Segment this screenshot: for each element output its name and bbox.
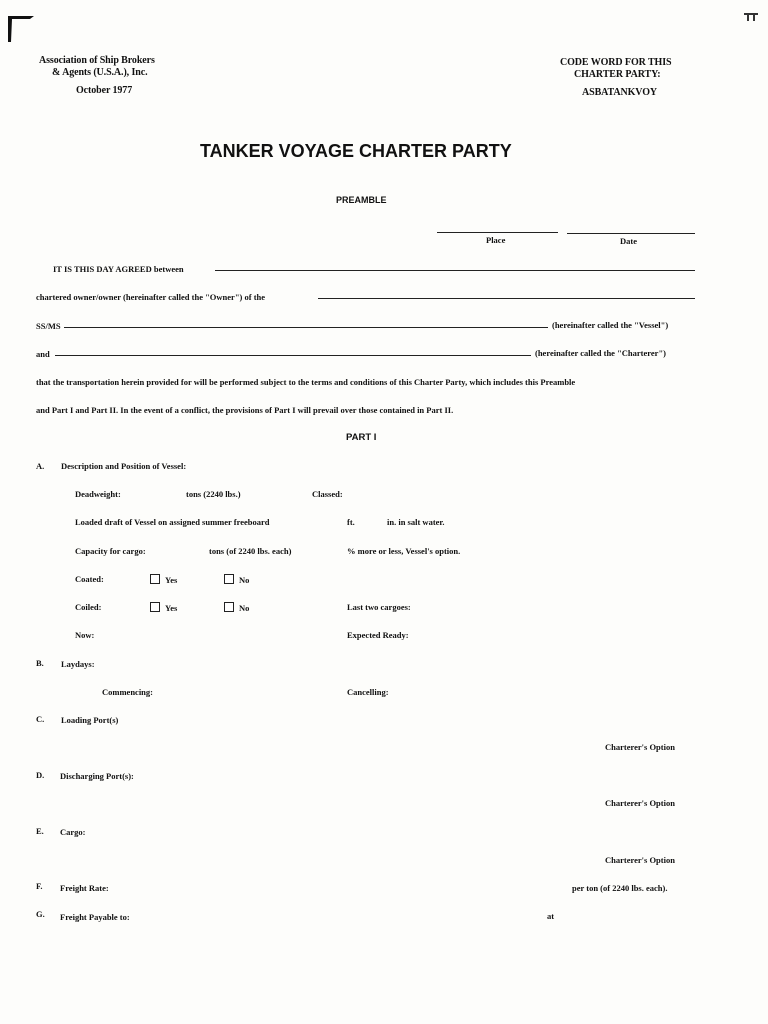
coated-yes-checkbox[interactable] bbox=[150, 574, 160, 584]
org-name-line2: & Agents (U.S.A.), Inc. bbox=[52, 67, 148, 78]
capacity-label: Capacity for cargo: bbox=[75, 546, 146, 556]
section-f-letter: F. bbox=[36, 881, 43, 891]
scan-corner-mark bbox=[6, 14, 36, 44]
section-b-letter: B. bbox=[36, 658, 44, 668]
loading-ports-label: Loading Port(s) bbox=[61, 715, 119, 725]
vessel-owner-field[interactable] bbox=[318, 298, 695, 299]
coiled-yes-option[interactable] bbox=[150, 602, 177, 613]
place-field-line[interactable] bbox=[437, 232, 558, 233]
agreed-between-label: IT IS THIS DAY AGREED between bbox=[53, 264, 184, 274]
ft-label: ft. bbox=[347, 517, 355, 527]
coiled-no-label: No bbox=[239, 603, 250, 613]
loading-charterers-option: Charterer's Option bbox=[605, 742, 675, 752]
org-name-line1: Association of Ship Brokers bbox=[39, 55, 155, 66]
coated-label: Coated: bbox=[75, 574, 104, 584]
at-label: at bbox=[547, 911, 555, 921]
coated-yes-label: Yes bbox=[165, 575, 178, 585]
agreed-between-field[interactable] bbox=[215, 270, 695, 271]
preamble-paragraph-line1: that the transportation herein provided for will be performed subject to the terms and conditions of this Charter Party, which includes this Preamble bbox=[36, 377, 576, 387]
section-g-letter: G. bbox=[36, 909, 45, 919]
section-e-letter: E. bbox=[36, 826, 44, 836]
ss-ms-label: SS/MS bbox=[36, 321, 61, 331]
code-word-line1: CODE WORD FOR THIS bbox=[560, 57, 672, 68]
coiled-label: Coiled: bbox=[75, 602, 102, 612]
cargo-charterers-option: Charterer's Option bbox=[605, 855, 675, 865]
coated-no-option[interactable] bbox=[224, 574, 249, 585]
charterer-field[interactable] bbox=[55, 355, 531, 356]
coated-no-label: No bbox=[239, 575, 250, 585]
document-title: TANKER VOYAGE CHARTER PARTY bbox=[200, 141, 512, 161]
vessel-name-field[interactable] bbox=[64, 327, 548, 328]
preamble-heading: PREAMBLE bbox=[336, 195, 387, 205]
owner-label: chartered owner/owner (hereinafter called the "Owner") of the bbox=[36, 292, 266, 302]
discharging-charterers-option: Charterer's Option bbox=[605, 798, 675, 808]
cancelling-label: Cancelling: bbox=[347, 687, 389, 697]
loaded-draft-label: Loaded draft of Vessel on assigned summer freeboard bbox=[75, 517, 270, 527]
section-d-letter: D. bbox=[36, 770, 45, 780]
section-a-label: Description and Position of Vessel: bbox=[61, 461, 187, 471]
classed-label: Classed: bbox=[312, 489, 343, 499]
cargo-label: Cargo: bbox=[60, 827, 86, 837]
place-label: Place bbox=[486, 235, 506, 245]
coiled-no-checkbox[interactable] bbox=[224, 602, 234, 612]
org-date: October 1977 bbox=[76, 85, 133, 96]
coiled-no-option[interactable] bbox=[224, 602, 249, 613]
deadweight-label: Deadweight: bbox=[75, 489, 121, 499]
per-ton-label: per ton (of 2240 lbs. each). bbox=[572, 883, 668, 893]
in-salt-water-label: in. in salt water. bbox=[387, 517, 445, 527]
laydays-label: Laydays: bbox=[61, 659, 95, 669]
coiled-yes-label: Yes bbox=[165, 603, 178, 613]
code-word: ASBATANKVOY bbox=[582, 87, 658, 98]
commencing-label: Commencing: bbox=[102, 687, 153, 697]
section-c-letter: C. bbox=[36, 714, 45, 724]
charterer-suffix: (hereinafter called the "Charterer") bbox=[535, 348, 666, 358]
date-field-line[interactable] bbox=[567, 233, 695, 234]
discharging-ports-label: Discharging Port(s): bbox=[60, 771, 134, 781]
expected-ready-label: Expected Ready: bbox=[347, 630, 409, 640]
coated-yes-option[interactable] bbox=[150, 574, 177, 585]
last-two-cargoes-label: Last two cargoes: bbox=[347, 602, 411, 612]
code-word-line2: CHARTER PARTY: bbox=[574, 69, 661, 80]
freight-payable-label: Freight Payable to: bbox=[60, 912, 130, 922]
coiled-yes-checkbox[interactable] bbox=[150, 602, 160, 612]
coated-no-checkbox[interactable] bbox=[224, 574, 234, 584]
scan-corner-mark-right bbox=[744, 12, 758, 22]
and-label: and bbox=[36, 349, 50, 359]
date-label: Date bbox=[620, 236, 637, 246]
part-one-heading: PART I bbox=[346, 432, 377, 443]
now-label: Now: bbox=[75, 630, 95, 640]
more-or-less-label: % more or less, Vessel's option. bbox=[347, 546, 461, 556]
freight-rate-label: Freight Rate: bbox=[60, 883, 109, 893]
tons-each-label: tons (of 2240 lbs. each) bbox=[209, 546, 292, 556]
tons-label: tons (2240 lbs.) bbox=[186, 489, 241, 499]
preamble-paragraph-line2: and Part I and Part II. In the event of a conflict, the provisions of Part I will prevail over those contained in Part II. bbox=[36, 405, 454, 415]
section-a-letter: A. bbox=[36, 461, 45, 471]
vessel-suffix: (hereinafter called the "Vessel") bbox=[552, 320, 669, 330]
